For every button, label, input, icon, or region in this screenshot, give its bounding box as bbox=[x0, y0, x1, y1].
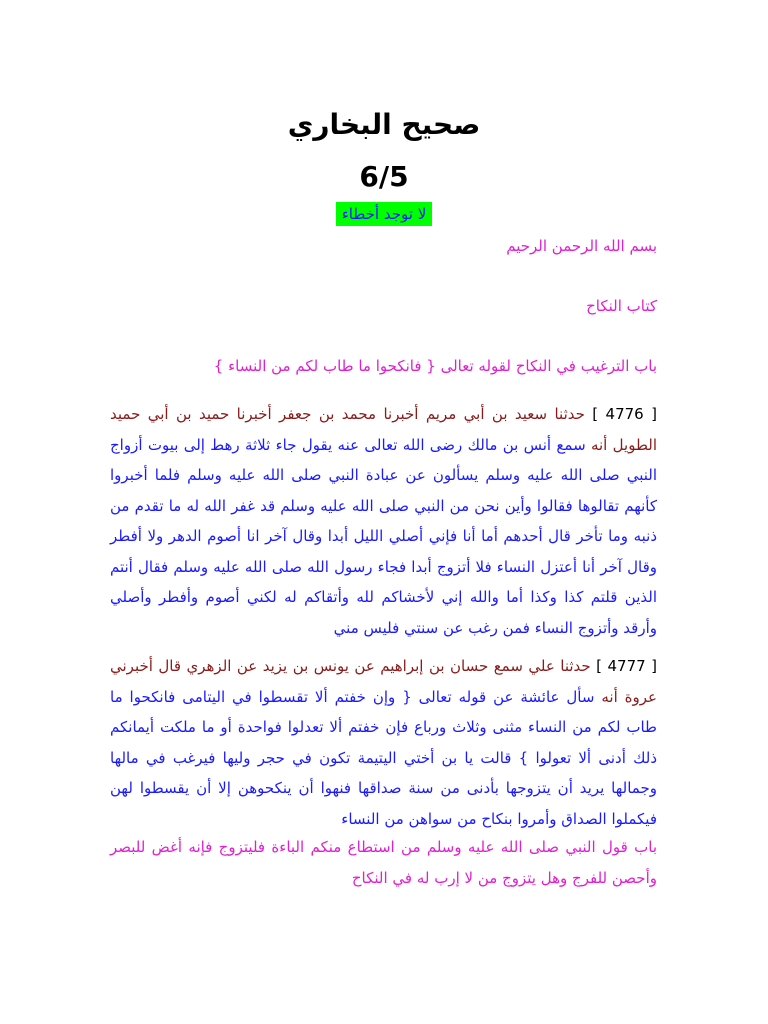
volume-number: 6/5 bbox=[359, 160, 409, 193]
hadith-4776 bbox=[110, 399, 657, 643]
hadith-chain: حدثنا سعيد بن أبي مريم أخبرنا محمد بن جعفر أخبرنا حميد بن أبي حميد الطويل أنه bbox=[110, 405, 657, 454]
chapter-heading-1: باب الترغيب في النكاح لقوله تعالى { فانكحوا ما طاب لكم من النساء } bbox=[213, 357, 657, 375]
badge-container bbox=[0, 202, 768, 226]
chapter-heading-2: باب قول النبي صلى الله عليه وسلم من استطاع منكم الباءة فليتزوج فإنه أغض للبصر وأحصن للفرج وهل يتزوج من لا إرب له في النكاح bbox=[110, 838, 657, 887]
hadith-text: سمع أنس بن مالك رضى الله تعالى عنه يقول جاء ثلاثة رهط إلى بيوت أزواج النبي صلى الله عليه وسلم يسألون عن عبادة النبي صلى الله عليه وسلم فلما أخبروا كأنهم تقالوها فقالوا وأين نحن من النبي صلى الله عليه وسلم قد غفر الله له ما تقدم من ذنبه وما تأخر قال أحدهم أما أنا فإني أصلي الليل أبدا وقال آخر انا أصوم الدهر ولا أفطر وقال آخر أنا أعتزل النساء فلا أتزوج أبدا فجاء رسول الله صلى الله عليه وسلم فقال أنتم الذين قلتم كذا وكذا أما والله إني لأخشاكم لله وأتقاكم له لكني أصوم وأفطر وأصلي وأرقد وأتزوج النساء فمن رغب عن سنتي فليس مني bbox=[110, 435, 657, 637]
book-title: صحيح البخاري bbox=[287, 108, 481, 141]
hadith-text: سأل عائشة عن قوله تعالى { وإن خفتم ألا تقسطوا في اليتامى فانكحوا ما طاب لكم من النساء مثنى وثلاث ورباع فإن خفتم ألا تعدلوا فواحدة أو ما ملكت أيمانكم ذلك أدنى ألا تعولوا } قالت يا بن أختي اليتيمة تكون في حجر وليها فيرغب في مالها وجمالها يريد أن يتزوجها بأدنى من سنة صداقها فنهوا أن ينكحوهن إلا أن يقسطوا لهن فيكملوا الصداق وأمروا بنكاح من سواهن من النساء bbox=[110, 687, 657, 828]
hadith-chain: حدثنا علي سمع حسان بن إبراهيم عن يونس بن يزيد عن الزهري قال أخبرني عروة أنه bbox=[110, 657, 657, 706]
hadith-number: [ 4777 ] bbox=[596, 657, 657, 675]
hadith-4777 bbox=[110, 651, 657, 834]
hadith-number: [ 4776 ] bbox=[592, 405, 657, 423]
no-errors-badge: لا توجد أخطاء bbox=[336, 202, 433, 226]
book-heading: كتاب النكاح bbox=[586, 297, 657, 315]
basmala: بسم الله الرحمن الرحيم bbox=[506, 237, 657, 255]
